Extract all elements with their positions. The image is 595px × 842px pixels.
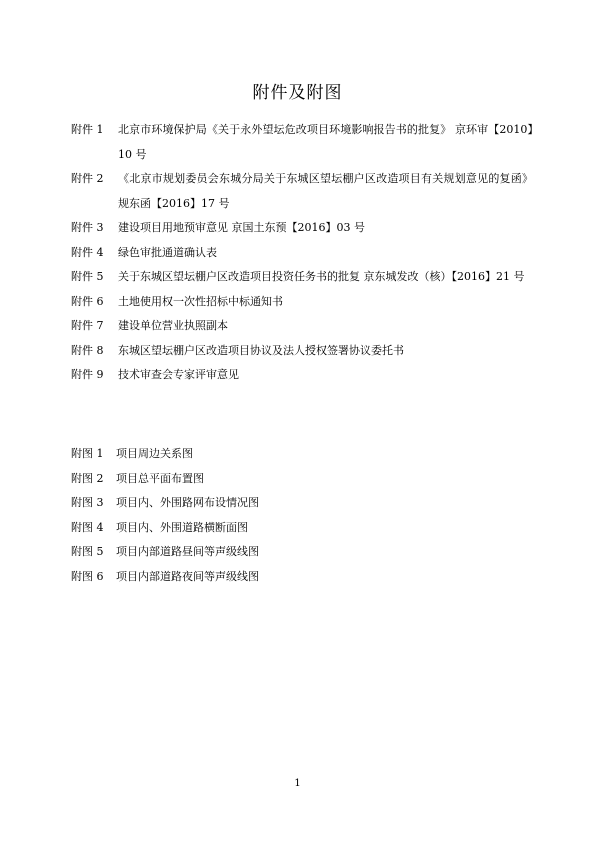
- figure-number: 附图 3: [71, 496, 104, 509]
- attachment-text: 建设项目用地预审意见 京国土东预【2016】03 号: [118, 221, 365, 234]
- attachment-item: [71, 118, 533, 167]
- attachment-list: [71, 118, 533, 388]
- figure-item: [71, 491, 533, 516]
- attachment-number: 附件 8: [71, 343, 104, 357]
- attachment-item: [71, 290, 533, 315]
- figure-text: 项目内、外围路网布设情况图: [116, 496, 259, 509]
- attachment-item: [71, 265, 533, 290]
- attachment-item: [71, 363, 533, 388]
- figure-number: 附图 4: [71, 520, 104, 534]
- attachment-number: 附件 7: [71, 319, 104, 332]
- attachment-number: 附件 4: [71, 245, 104, 259]
- attachment-text: 土地使用权一次性招标中标通知书: [118, 294, 283, 308]
- attachment-item: [71, 167, 533, 216]
- figure-number: 附图 1: [71, 447, 104, 460]
- attachment-number: 附件 1: [71, 123, 104, 136]
- figure-item: [71, 442, 533, 467]
- figure-number: 附图 2: [71, 471, 104, 485]
- attachment-item: [71, 216, 533, 241]
- page-number: 1: [294, 778, 301, 789]
- attachment-number: 附件 9: [71, 368, 104, 381]
- attachment-number: 附件 6: [71, 294, 104, 308]
- figure-text: 项目内部道路夜间等声级线图: [116, 569, 259, 583]
- figure-item: [71, 467, 533, 492]
- attachment-item: [71, 339, 533, 364]
- figure-text: 项目内、外围道路横断面图: [116, 520, 248, 534]
- attachment-number: 附件 5: [71, 270, 104, 283]
- attachment-text: 《北京市规划委员会东城分局关于东城区望坛棚户区改造项目有关规划意见的复函》 规东函【2016】17 号: [118, 172, 533, 210]
- attachment-item: [71, 314, 533, 339]
- figure-item: [71, 540, 533, 565]
- figure-text: 项目周边关系图: [116, 447, 193, 460]
- attachment-item: [71, 241, 533, 266]
- attachment-number: 附件 3: [71, 221, 104, 234]
- figure-number: 附图 5: [71, 545, 104, 558]
- attachment-number: 附件 2: [71, 172, 104, 185]
- attachment-text: 绿色审批通道确认表: [118, 245, 217, 259]
- figure-list: [71, 442, 533, 589]
- attachment-text: 建设单位营业执照副本: [118, 319, 228, 332]
- attachment-text: 关于东城区望坛棚户区改造项目投资任务书的批复 京东城发改（核）【2016】21 号: [118, 270, 525, 283]
- figure-item: [71, 516, 533, 541]
- attachment-text: 技术审查会专家评审意见: [118, 368, 239, 381]
- page-title: 附件及附图: [252, 83, 343, 103]
- attachment-text: 北京市环境保护局《关于永外望坛危改项目环境影响报告书的批复》 京环审【2010】10 号: [118, 123, 533, 161]
- figure-text: 项目内部道路昼间等声级线图: [116, 545, 259, 558]
- figure-item: [71, 565, 533, 590]
- attachment-text: 东城区望坛棚户区改造项目协议及法人授权签署协议委托书: [118, 343, 404, 357]
- figure-text: 项目总平面布置图: [116, 471, 204, 485]
- figure-number: 附图 6: [71, 569, 104, 583]
